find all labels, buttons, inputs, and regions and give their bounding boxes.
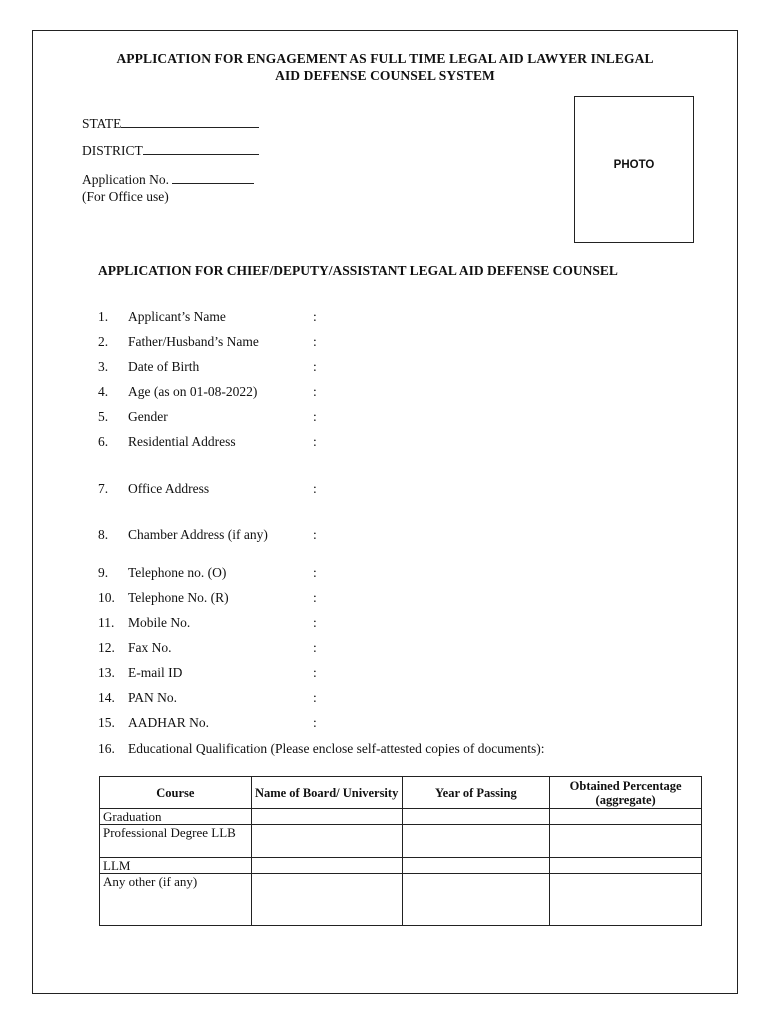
educational-qualification-note <box>98 741 545 757</box>
field-number: 11. <box>98 615 115 630</box>
field-label: Chamber Address (if any) <box>128 527 268 542</box>
field-label: Father/Husband’s Name <box>128 334 259 349</box>
table-row <box>100 825 702 858</box>
cell-obtained-percentage[interactable] <box>550 874 702 926</box>
field-number: 12. <box>98 640 115 655</box>
field-label: PAN No. <box>128 690 178 705</box>
cell-year-of-passing[interactable] <box>402 858 550 874</box>
cell-course: Professional Degree LLB <box>100 825 252 858</box>
district-blank-line[interactable] <box>143 143 259 155</box>
field-number: 14. <box>98 690 115 705</box>
field-number: 3. <box>98 359 109 374</box>
field-number: 16. <box>98 741 115 756</box>
field-number: 7. <box>98 481 109 496</box>
form-title <box>40 50 730 84</box>
cell-obtained-percentage[interactable] <box>550 825 702 858</box>
cell-year-of-passing[interactable] <box>402 809 550 825</box>
application-no-field <box>82 172 254 188</box>
field-number: 13. <box>98 665 115 680</box>
table-row <box>100 809 702 825</box>
state-field <box>82 116 259 132</box>
cell-year-of-passing[interactable] <box>402 825 550 858</box>
form-title-line-1: APPLICATION FOR ENGAGEMENT AS FULL TIME LEGAL AID LAWYER INLEGAL <box>116 51 654 66</box>
cell-course: Any other (if any) <box>100 874 252 926</box>
field-colon: : <box>313 481 317 496</box>
cell-board-university[interactable] <box>251 809 402 825</box>
header-course: Course <box>100 777 252 809</box>
cell-course: Graduation <box>100 809 252 825</box>
field-label: Telephone no. (O) <box>128 565 227 580</box>
field-label: E-mail ID <box>128 665 183 680</box>
field-label: Mobile No. <box>128 615 191 630</box>
field-colon: : <box>313 527 317 542</box>
cell-year-of-passing[interactable] <box>402 874 550 926</box>
office-use-note: (For Office use) <box>82 189 169 204</box>
educational-qualification-text: Educational Qualification (Please enclose self-attested copies of documents): <box>128 741 545 756</box>
field-number: 9. <box>98 565 109 580</box>
district-label: DISTRICT <box>82 143 143 158</box>
field-colon: : <box>313 565 317 580</box>
table-row <box>100 858 702 874</box>
field-colon: : <box>313 384 317 399</box>
field-label: Office Address <box>128 481 210 496</box>
form-title-line-2: AID DEFENSE COUNSEL SYSTEM <box>275 68 495 83</box>
field-number: 6. <box>98 434 109 449</box>
table-row <box>100 874 702 926</box>
field-number: 5. <box>98 409 109 424</box>
field-number: 4. <box>98 384 109 399</box>
district-field <box>82 143 259 159</box>
field-colon: : <box>313 409 317 424</box>
application-no-blank-line[interactable] <box>172 172 254 184</box>
cell-board-university[interactable] <box>251 874 402 926</box>
photo-label: PHOTO <box>613 159 655 171</box>
field-colon: : <box>313 309 317 324</box>
field-colon: : <box>313 715 317 730</box>
header-year-of-passing: Year of Passing <box>402 777 550 809</box>
field-colon: : <box>313 434 317 449</box>
form-subtitle: APPLICATION FOR CHIEF/DEPUTY/ASSISTANT LEGAL AID DEFENSE COUNSEL <box>98 263 618 278</box>
field-number: 1. <box>98 309 109 324</box>
field-label: Gender <box>128 409 168 424</box>
header-board-university: Name of Board/ University <box>251 777 402 809</box>
application-no-label: Application No. <box>82 172 169 187</box>
field-colon: : <box>313 590 317 605</box>
field-number: 8. <box>98 527 109 542</box>
field-label: Residential Address <box>128 434 236 449</box>
field-number: 10. <box>98 590 115 605</box>
field-colon: : <box>313 690 317 705</box>
field-label: Telephone No. (R) <box>128 590 229 605</box>
cell-board-university[interactable] <box>251 825 402 858</box>
field-label: Fax No. <box>128 640 172 655</box>
field-colon: : <box>313 640 317 655</box>
field-colon: : <box>313 665 317 680</box>
state-blank-line[interactable] <box>121 116 259 128</box>
education-table <box>99 776 702 926</box>
field-label: Applicant’s Name <box>128 309 226 324</box>
field-label: AADHAR No. <box>128 715 209 730</box>
field-colon: : <box>313 615 317 630</box>
field-label: Date of Birth <box>128 359 200 374</box>
field-colon: : <box>313 359 317 374</box>
cell-board-university[interactable] <box>251 858 402 874</box>
header-obtained-percentage: Obtained Percentage (aggregate) <box>550 777 702 809</box>
field-label: Age (as on 01-08-2022) <box>128 384 258 399</box>
field-number: 15. <box>98 715 115 730</box>
cell-course: LLM <box>100 858 252 874</box>
cell-obtained-percentage[interactable] <box>550 858 702 874</box>
table-header-row <box>100 777 702 809</box>
field-colon: : <box>313 334 317 349</box>
state-label: STATE <box>82 116 122 131</box>
photo-box[interactable] <box>574 96 694 243</box>
field-number: 2. <box>98 334 109 349</box>
cell-obtained-percentage[interactable] <box>550 809 702 825</box>
